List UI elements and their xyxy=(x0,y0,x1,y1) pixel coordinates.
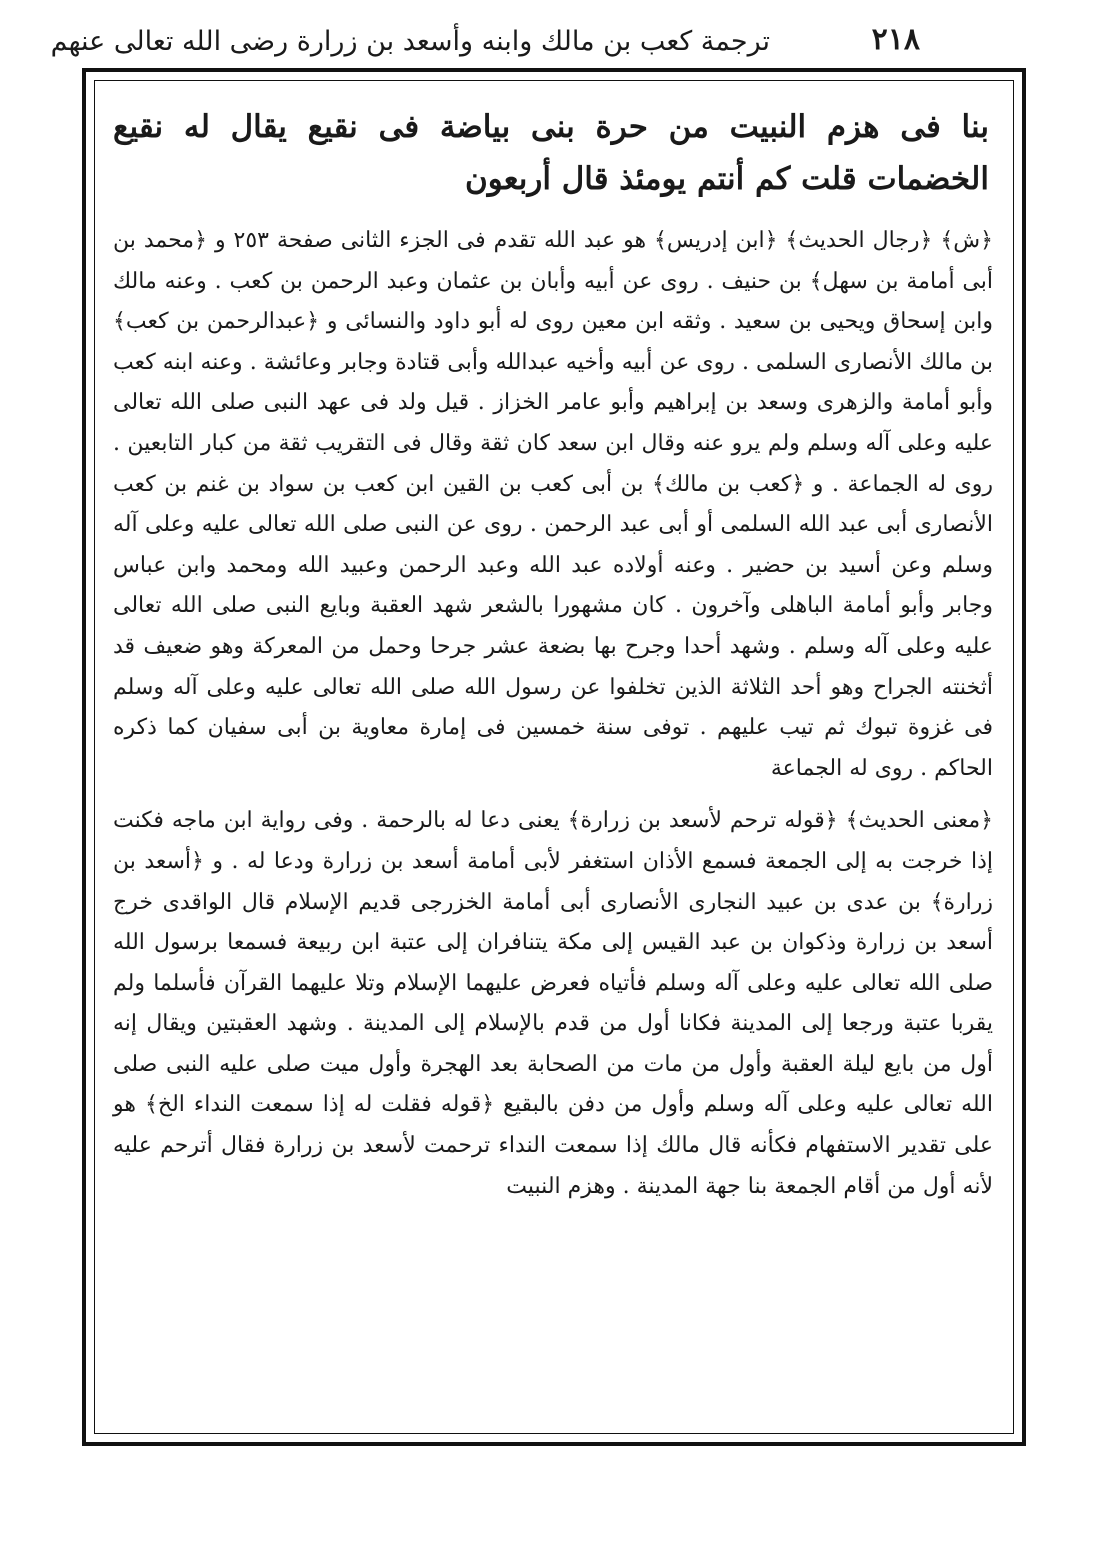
page-frame-inner xyxy=(94,80,1014,1434)
page-header xyxy=(50,18,920,68)
page-number: ٢١٨ xyxy=(871,22,920,57)
page-frame xyxy=(82,68,1026,1446)
commentary-maana-al-hadith: ﴿معنى الحديث﴾ ﴿قوله ترحم لأسعد بن زرارة﴾ يعنى دعا له بالرحمة . وفى رواية ابن ماجه فكنت إذا خرجت به إلى الجمعة فسمع الأذان استغفر لأبى أمامة أسعد بن زرارة ودعا له . و ﴿أسعد بن زرارة﴾ بن عدى بن عبيد النجارى الأنصارى أبى أمامة الخزرجى قديم الإسلام قال الواقدى خرج أسعد بن زرارة وذكوان بن عبد القيس إلى مكة يتنافران إلى عتبة ابن ربيعة فسمعا برسول الله صلى الله تعالى عليه وعلى آله وسلم فأتياه فعرض عليهما الإسلام وتلا عليهما القرآن فأسلما ولم يقربا عتبة ورجعا إلى المدينة فكانا أول من قدم بالإسلام إلى المدينة . وشهد العقبتين ويقال إنه أول من بايع ليلة العقبة وأول من مات من الصحابة بعد الهجرة وأول ميت صلى عليه النبى صلى الله تعالى عليه وعلى آله وسلم وأول من دفن بالبقيع ﴿قوله فقلت له إذا سمعت النداء الخ﴾ هو على تقدير الاستفهام فكأنه قال مالك إذا سمعت النداء ترحمت لأسعد بن زرارة فقال أترحم عليه لأنه أول من أقام الجمعة بنا جهة المدينة . وهزم النبيت xyxy=(113,808,993,1199)
hadith-text: بنا فى هزم النبيت من حرة بنى بياضة فى نقيع يقال له نقيع الخضمات قلت كم أنتم يومئذ قال أربعون xyxy=(113,109,989,197)
commentary-rijal-al-hadith: ﴿ش﴾ ﴿رجال الحديث﴾ ﴿ابن إدريس﴾ هو عبد الله تقدم فى الجزء الثانى صفحة ٢٥٣ و ﴿محمد بن أبى أمامة بن سهل﴾ بن حنيف . روى عن أبيه وأبان بن عثمان وعبد الرحمن بن كعب . وعنه مالك وابن إسحاق ويحيى بن سعيد . وثقه ابن معين روى له أبو داود والنسائى و ﴿عبدالرحمن بن كعب﴾ بن مالك الأنصارى السلمى . روى عن أبيه وأخيه عبدالله وأبى قتادة وجابر وعائشة . وعنه ابنه كعب وأبو أمامة والزهرى وسعد بن إبراهيم وأبو عامر الخزاز . قيل ولد فى عهد النبى صلى الله تعالى عليه وعلى آله وسلم ولم يرو عنه وقال ابن سعد كان ثقة وقال فى التقريب ثقة من كبار التابعين . روى له الجماعة . و ﴿كعب بن مالك﴾ بن أبى كعب بن القين ابن كعب بن سواد بن غنم بن كعب الأنصارى أبى عبد الله السلمى أو أبى عبد الرحمن . روى عن النبى صلى الله تعالى عليه وعلى آله وسلم وعن أسيد بن حضير . وعنه أولاده عبد الله وعبد الرحمن وعبيد الله ومحمد وابن عباس وجابر وأبو أمامة الباهلى وآخرون . كان مشهورا بالشعر شهد العقبة وبايع النبى صلى الله تعالى عليه وعلى آله وسلم . وشهد أحدا وجرح بها بضعة عشر جرحا وحمل من المعركة وهو ضعيف قد أثخنته الجراح وهو أحد الثلاثة الذين تخلفوا عن رسول الله صلى الله تعالى عليه وعلى آله وسلم فى غزوة تبوك ثم تيب عليهم . توفى سنة خمسين فى إمارة معاوية بن أبى سفيان كما ذكره الحاكم . روى له الجماعة xyxy=(113,228,993,781)
running-title: ترجمة كعب بن مالك وابنه وأسعد بن زرارة رضى الله تعالى عنهم xyxy=(50,26,770,57)
page-content xyxy=(113,101,993,1207)
